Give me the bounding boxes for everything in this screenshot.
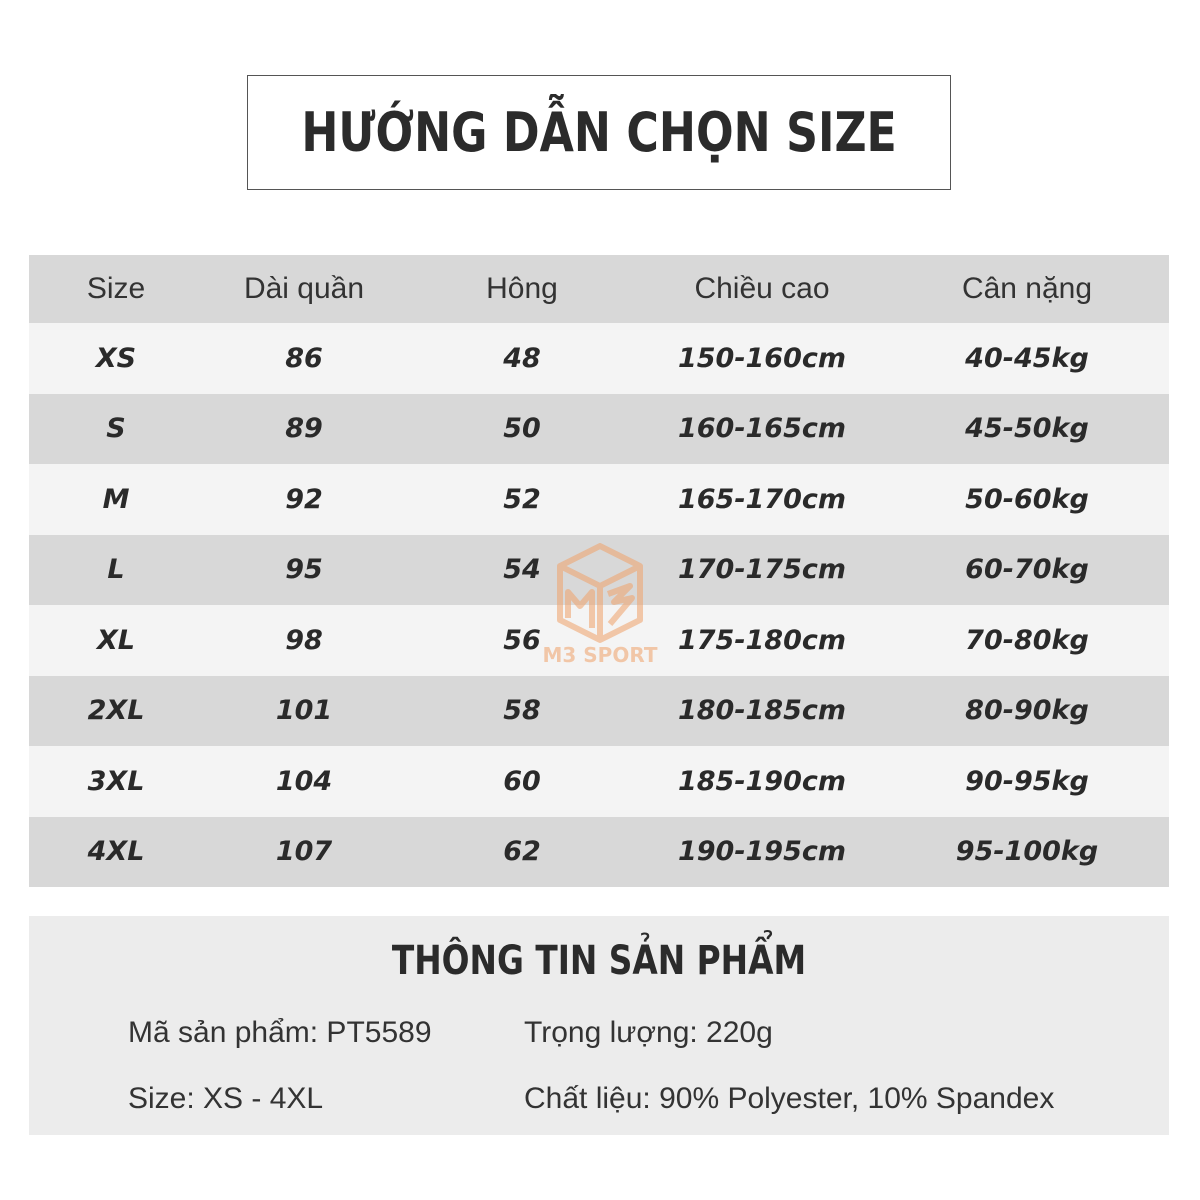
cell-height: 150-160cm xyxy=(677,342,847,374)
cell-length: 104 xyxy=(275,765,333,797)
table-row xyxy=(29,676,1169,747)
product-code: Mã sản phẩm: PT5589 xyxy=(128,1016,432,1049)
logo-text: M3 SPORT xyxy=(542,643,658,667)
cell-size: XL xyxy=(96,624,136,656)
page-title: HƯỚNG DẪN CHỌN SIZE xyxy=(301,101,897,164)
table-row xyxy=(29,394,1169,465)
cell-size: 3XL xyxy=(87,765,145,797)
header-length: Dài quần xyxy=(243,272,365,305)
table-row xyxy=(29,323,1169,394)
cell-length: 95 xyxy=(285,554,323,586)
cell-height: 165-170cm xyxy=(677,483,847,515)
header-hip: Hông xyxy=(486,272,558,305)
product-sizes: Size: XS - 4XL xyxy=(128,1082,324,1115)
table-row xyxy=(29,746,1169,817)
cell-weight: 80-90kg xyxy=(965,695,1089,727)
cell-size: S xyxy=(106,413,126,445)
cell-height: 190-195cm xyxy=(677,836,847,868)
cell-weight: 40-45kg xyxy=(965,342,1089,374)
cell-hip: 52 xyxy=(503,483,541,515)
cell-height: 180-185cm xyxy=(677,695,847,727)
table-row xyxy=(29,817,1169,888)
table-header-row xyxy=(29,255,1169,323)
cell-weight: 70-80kg xyxy=(965,624,1089,656)
cell-weight: 90-95kg xyxy=(965,765,1089,797)
cell-height: 160-165cm xyxy=(677,413,847,445)
cell-size: L xyxy=(107,554,125,586)
info-title: THÔNG TIN SẢN PHẨM xyxy=(391,938,807,984)
cell-size: 2XL xyxy=(87,695,145,727)
cell-hip: 54 xyxy=(503,554,541,586)
cell-weight: 45-50kg xyxy=(965,413,1089,445)
header-size: Size xyxy=(86,272,146,305)
cell-height: 185-190cm xyxy=(677,765,847,797)
cell-height: 175-180cm xyxy=(677,624,847,656)
cell-length: 92 xyxy=(285,483,323,515)
m3-sport-logo xyxy=(540,538,660,668)
cell-weight: 60-70kg xyxy=(965,554,1089,586)
header-weight: Cân nặng xyxy=(961,272,1093,305)
cell-hip: 58 xyxy=(503,695,541,727)
cell-hip: 62 xyxy=(503,836,541,868)
cell-weight: 50-60kg xyxy=(965,483,1089,515)
cell-height: 170-175cm xyxy=(677,554,847,586)
table-row xyxy=(29,464,1169,535)
cell-length: 107 xyxy=(275,836,333,868)
cell-size: XS xyxy=(95,342,137,374)
cell-hip: 56 xyxy=(503,624,541,656)
cell-weight: 95-100kg xyxy=(955,836,1099,868)
cell-size: 4XL xyxy=(87,836,145,868)
title-box xyxy=(247,75,951,190)
cell-length: 101 xyxy=(275,695,333,727)
cell-size: M xyxy=(102,483,130,515)
cell-length: 89 xyxy=(285,413,323,445)
cell-hip: 48 xyxy=(503,342,541,374)
product-weight: Trọng lượng: 220g xyxy=(524,1016,773,1049)
cell-length: 86 xyxy=(285,342,323,374)
cell-hip: 50 xyxy=(503,413,541,445)
product-material: Chất liệu: 90% Polyester, 10% Spandex xyxy=(524,1082,1055,1115)
cell-length: 98 xyxy=(285,624,323,656)
cell-hip: 60 xyxy=(503,765,541,797)
header-height: Chiều cao xyxy=(694,272,830,305)
product-info-panel xyxy=(29,916,1169,1135)
